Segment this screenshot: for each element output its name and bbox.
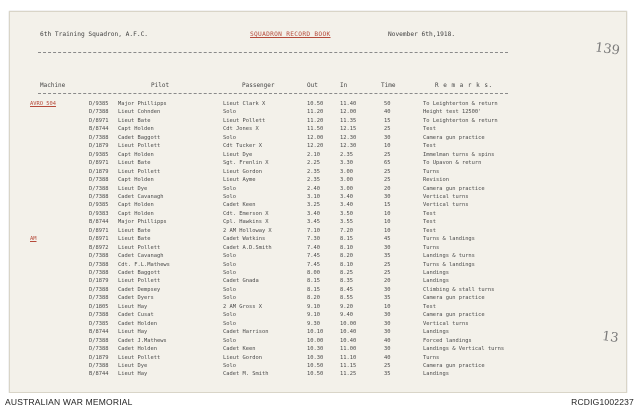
row-out: 3.10	[307, 193, 320, 200]
row-machine: D/8971	[89, 236, 109, 243]
row-time: 65	[384, 160, 391, 167]
row-in: 10.40	[340, 337, 357, 344]
col-passenger: Passenger	[242, 82, 275, 89]
row-out: 11.20	[307, 117, 324, 124]
row-machine: B/8972	[89, 244, 109, 251]
row-passenger: 2 AM Gross X	[223, 303, 262, 310]
row-remarks: Vertical turns	[423, 202, 469, 209]
column-header-rule	[38, 93, 508, 94]
row-time: 40	[384, 354, 391, 361]
row-machine: D/1879	[89, 168, 109, 175]
row-time: 30	[384, 329, 391, 336]
row-in: 9.40	[340, 312, 353, 319]
row-time: 25	[384, 270, 391, 276]
row-remarks: Camera gun practice	[423, 134, 485, 141]
row-passenger: Cdt Jones X	[223, 126, 259, 133]
row-remarks: Turns & landings	[423, 261, 475, 268]
col-out: Out	[307, 82, 318, 89]
table-row	[10, 219, 626, 226]
table-row	[10, 194, 626, 201]
row-passenger: Sgt. Frenlin X	[223, 160, 269, 167]
row-machine: D/8971	[89, 160, 109, 167]
row-time: 10	[384, 227, 391, 234]
table-row	[10, 211, 626, 218]
row-pilot: Lieut Pollett	[118, 354, 161, 361]
row-in: 3.00	[340, 185, 353, 192]
row-time: 15	[384, 202, 391, 209]
row-passenger: Solo	[223, 286, 236, 293]
table-row	[10, 278, 626, 285]
table-row	[10, 101, 626, 108]
table-row	[10, 135, 626, 142]
row-passenger: Cadet M. Smith	[223, 371, 269, 378]
row-passenger: Lieut Gordon	[223, 354, 262, 361]
row-time: 10	[384, 210, 391, 217]
row-pilot: Lieut Bate	[118, 227, 151, 234]
row-pilot: Cadet Holden	[118, 346, 157, 353]
row-passenger: Lieut Ayme	[223, 177, 256, 184]
row-out: 2.35	[307, 177, 320, 184]
row-machine: D/7388	[89, 295, 109, 302]
row-in: 10.00	[340, 320, 357, 327]
row-passenger: Cdt. Emerson X	[223, 210, 269, 217]
row-time: 20	[384, 278, 391, 285]
row-machine: B/8744	[89, 371, 109, 378]
row-remarks: Camera gun practice	[423, 295, 485, 302]
row-time: 20	[384, 185, 391, 192]
row-out: 7.10	[307, 227, 320, 234]
row-passenger: Solo	[223, 253, 236, 260]
row-out: 10.30	[307, 354, 324, 361]
row-remarks: Camera gun practice	[423, 362, 485, 369]
row-remarks: Turns & landings	[423, 236, 475, 243]
row-pilot: Capt Holden	[118, 151, 154, 158]
table-row	[10, 329, 626, 336]
row-machine: D/7388	[89, 270, 109, 276]
row-pilot: Cadet Dempsey	[118, 286, 161, 293]
row-remarks: Turns	[423, 244, 440, 251]
row-passenger: Cadet Keen	[223, 202, 256, 209]
footer-institution: AUSTRALIAN WAR MEMORIAL	[5, 397, 133, 407]
row-pilot: Cadet Cavanagh	[118, 253, 164, 260]
page-number-top: 139	[594, 40, 621, 59]
row-pilot: Cadet Cusat	[118, 312, 154, 319]
row-out: 9.10	[307, 303, 320, 310]
row-passenger: Solo	[223, 337, 236, 344]
row-machine: D/9385	[89, 101, 109, 107]
row-remarks: Test	[423, 303, 436, 310]
row-section: AVRO 504	[30, 101, 56, 107]
row-time: 30	[384, 134, 391, 141]
table-row	[10, 253, 626, 260]
row-time: 35	[384, 371, 391, 378]
row-out: 10.30	[307, 346, 324, 353]
row-remarks: Turns	[423, 168, 440, 175]
row-passenger: Solo	[223, 295, 236, 302]
table-row	[10, 186, 626, 193]
row-pilot: Capt Holden	[118, 210, 154, 217]
row-in: 11.15	[340, 362, 357, 369]
row-in: 3.55	[340, 219, 353, 226]
row-time: 15	[384, 117, 391, 124]
header-rule	[38, 52, 508, 53]
row-time: 10	[384, 303, 391, 310]
row-pilot: Lieut Dye	[118, 185, 148, 192]
row-pilot: Cadet Dyers	[118, 295, 154, 302]
row-time: 10	[384, 219, 391, 226]
table-row	[10, 177, 626, 184]
row-pilot: Cadet Cavanagh	[118, 193, 164, 200]
archive-footer	[0, 393, 640, 411]
page-number-bottom: 13	[601, 328, 620, 347]
row-pilot: Cadet Baggott	[118, 134, 161, 141]
row-time: 45	[384, 236, 391, 243]
table-row	[10, 160, 626, 167]
row-pilot: Lieut Hay	[118, 329, 148, 336]
row-in: 2.35	[340, 151, 353, 158]
row-in: 3.00	[340, 177, 353, 184]
row-machine: D/7388	[89, 185, 109, 192]
document-page	[9, 11, 627, 393]
row-out: 2.40	[307, 185, 320, 192]
row-remarks: Vertical turns	[423, 320, 469, 327]
row-time: 25	[384, 261, 391, 268]
row-remarks: Camera gun practice	[423, 185, 485, 192]
row-remarks: Turns	[423, 354, 440, 361]
row-machine: D/9385	[89, 202, 109, 209]
row-pilot: Lieut Dye	[118, 362, 148, 369]
row-pilot: Capt Holden	[118, 126, 154, 133]
row-in: 11.00	[340, 346, 357, 353]
row-out: 9.30	[307, 320, 320, 327]
document-title: SQUADRON RECORD BOOK	[250, 31, 331, 38]
table-row	[10, 363, 626, 370]
row-in: 10.40	[340, 329, 357, 336]
row-out: 7.40	[307, 244, 320, 251]
row-out: 10.50	[307, 362, 324, 369]
row-remarks: Test	[423, 227, 436, 234]
document-date: November 6th,1918.	[388, 31, 456, 38]
row-in: 3.40	[340, 193, 353, 200]
row-pilot: Major Phillipps	[118, 101, 167, 107]
row-machine: D/7388	[89, 312, 109, 319]
table-row	[10, 287, 626, 294]
row-time: 35	[384, 295, 391, 302]
row-machine: D/7388	[89, 337, 109, 344]
table-row	[10, 312, 626, 319]
row-passenger: Cadet Keen	[223, 346, 256, 353]
row-time: 30	[384, 244, 391, 251]
row-in: 11.10	[340, 354, 357, 361]
row-machine: D/7388	[89, 134, 109, 141]
row-out: 11.50	[307, 126, 324, 133]
row-passenger: Solo	[223, 109, 236, 116]
row-remarks: Immelman turns & spins	[423, 151, 495, 158]
row-in: 8.25	[340, 270, 353, 276]
row-time: 30	[384, 312, 391, 319]
row-remarks: Test	[423, 143, 436, 150]
row-in: 9.20	[340, 303, 353, 310]
table-row	[10, 118, 626, 125]
row-in: 8.45	[340, 286, 353, 293]
row-remarks: Vertical turns	[423, 193, 469, 200]
row-out: 7.45	[307, 261, 320, 268]
row-in: 8.10	[340, 244, 353, 251]
row-machine: D/7388	[89, 177, 109, 184]
table-row	[10, 371, 626, 378]
row-out: 8.15	[307, 286, 320, 293]
footer-reference: RCDIG1002237	[571, 397, 634, 407]
row-out: 10.00	[307, 337, 324, 344]
row-remarks: Landings	[423, 278, 449, 285]
row-passenger: Solo	[223, 312, 236, 319]
row-time: 35	[384, 253, 391, 260]
row-in: 3.30	[340, 160, 353, 167]
table-row	[10, 169, 626, 176]
row-pilot: Lieut Bate	[118, 160, 151, 167]
row-pilot: Lieut Pollett	[118, 143, 161, 150]
table-row	[10, 304, 626, 311]
row-in: 12.30	[340, 134, 357, 141]
row-time: 10	[384, 143, 391, 150]
row-remarks: Landings & Vertical turns	[423, 346, 505, 353]
row-out: 2.25	[307, 160, 320, 167]
row-out: 10.50	[307, 371, 324, 378]
row-passenger: Cadet Watkins	[223, 236, 266, 243]
table-row	[10, 262, 626, 269]
row-passenger: Solo	[223, 320, 236, 327]
row-pilot: Lieut Pollett	[118, 278, 161, 285]
row-time: 25	[384, 362, 391, 369]
row-pilot: Major Phillipps	[118, 219, 167, 226]
row-passenger: Cadet Gnada	[223, 278, 259, 285]
row-pilot: Capt Holden	[118, 177, 154, 184]
row-out: 9.10	[307, 312, 320, 319]
row-in: 12.15	[340, 126, 357, 133]
row-machine: D/7388	[89, 346, 109, 353]
row-out: 2.10	[307, 151, 320, 158]
row-machine: B/8744	[89, 219, 109, 226]
row-pilot: Capt Holden	[118, 202, 154, 209]
row-machine: D/8971	[89, 117, 109, 124]
row-machine: D/8971	[89, 227, 109, 234]
row-passenger: Lieut Clark X	[223, 101, 266, 107]
row-remarks: Test	[423, 126, 436, 133]
row-in: 11.35	[340, 117, 357, 124]
row-section: AM	[30, 236, 37, 243]
row-time: 25	[384, 168, 391, 175]
row-time: 50	[384, 101, 391, 107]
row-pilot: Lieut Pollett	[118, 244, 161, 251]
row-in: 8.35	[340, 278, 353, 285]
col-in: In	[340, 82, 348, 89]
row-in: 8.20	[340, 253, 353, 260]
row-remarks: Camera gun practice	[423, 312, 485, 319]
row-out: 3.40	[307, 210, 320, 217]
squadron-name: 6th Training Squadron, A.F.C.	[40, 31, 149, 38]
row-out: 12.00	[307, 134, 324, 141]
row-passenger: 2 AM Holloway X	[223, 227, 272, 234]
row-machine: D/7388	[89, 193, 109, 200]
row-passenger: Cdt Tucker X	[223, 143, 262, 150]
row-machine: D/9385	[89, 151, 109, 158]
row-out: 7.30	[307, 236, 320, 243]
row-passenger: Cadet A.D.Smith	[223, 244, 272, 251]
row-pilot: Cadet J.Mathews	[118, 337, 167, 344]
row-pilot: Lieut Hay	[118, 303, 148, 310]
row-machine: D/1879	[89, 354, 109, 361]
row-time: 30	[384, 193, 391, 200]
row-remarks: Landings	[423, 371, 449, 378]
row-in: 8.10	[340, 261, 353, 268]
row-remarks: Landings	[423, 270, 449, 276]
row-pilot: Cadet Baggott	[118, 270, 161, 276]
row-out: 7.45	[307, 253, 320, 260]
table-row	[10, 355, 626, 362]
row-out: 12.20	[307, 143, 324, 150]
table-row	[10, 109, 626, 116]
row-remarks: Forced landings	[423, 337, 472, 344]
row-remarks: To Upavon & return	[423, 160, 482, 167]
row-passenger: Solo	[223, 270, 236, 276]
table-row	[10, 152, 626, 159]
table-row	[10, 295, 626, 302]
row-pilot: Cdt. F.L.Mathews	[118, 261, 170, 268]
table-row	[10, 245, 626, 252]
row-time: 40	[384, 109, 391, 116]
row-time: 25	[384, 126, 391, 133]
row-machine: D/7388	[89, 362, 109, 369]
row-remarks: Test	[423, 210, 436, 217]
row-out: 10.10	[307, 329, 324, 336]
row-machine: D/7388	[89, 253, 109, 260]
col-pilot: Pilot	[151, 82, 170, 89]
table-row	[10, 228, 626, 235]
row-remarks: To Leighterton & return	[423, 101, 498, 107]
row-machine: D/7388	[89, 109, 109, 116]
row-machine: D/9383	[89, 210, 109, 217]
table-row	[10, 321, 626, 328]
col-time: Time	[381, 82, 396, 89]
row-out: 3.25	[307, 202, 320, 209]
row-in: 8.55	[340, 295, 353, 302]
row-passenger: Lieut Dye	[223, 151, 253, 158]
col-remarks: R e m a r k s.	[435, 82, 493, 89]
row-machine: D/1879	[89, 143, 109, 150]
row-time: 25	[384, 177, 391, 184]
table-row	[10, 143, 626, 150]
row-pilot: Lieut Cohnden	[118, 109, 161, 116]
row-time: 40	[384, 337, 391, 344]
table-row	[10, 338, 626, 345]
row-in: 12.30	[340, 143, 357, 150]
row-machine: B/8744	[89, 329, 109, 336]
table-row	[10, 346, 626, 353]
table-row	[10, 202, 626, 209]
row-out: 3.45	[307, 219, 320, 226]
row-out: 8.15	[307, 278, 320, 285]
row-out: 8.00	[307, 270, 320, 276]
table-row	[10, 126, 626, 133]
row-remarks: Height test 12500'	[423, 109, 482, 116]
table-row	[10, 270, 626, 277]
row-passenger: Cadet Harrison	[223, 329, 269, 336]
row-machine: D/1879	[89, 278, 109, 285]
row-out: 10.50	[307, 101, 324, 107]
row-in: 7.20	[340, 227, 353, 234]
row-out: 2.35	[307, 168, 320, 175]
row-pilot: Cadet Holden	[118, 320, 157, 327]
row-in: 12.00	[340, 109, 357, 116]
row-passenger: Solo	[223, 134, 236, 141]
row-out: 11.20	[307, 109, 324, 116]
row-in: 11.25	[340, 371, 357, 378]
row-time: 30	[384, 346, 391, 353]
row-time: 30	[384, 320, 391, 327]
row-pilot: Lieut Pollett	[118, 168, 161, 175]
row-in: 11.40	[340, 101, 357, 107]
row-passenger: Lieut Pollett	[223, 117, 266, 124]
row-pilot: Lieut Bate	[118, 117, 151, 124]
row-pilot: Lieut Bate	[118, 236, 151, 243]
row-passenger: Solo	[223, 261, 236, 268]
row-remarks: Test	[423, 219, 436, 226]
row-remarks: Climbing & stall turns	[423, 286, 495, 293]
row-in: 3.00	[340, 168, 353, 175]
col-machine: Machine	[40, 82, 66, 89]
row-passenger: Lieut Gordon	[223, 168, 262, 175]
row-remarks: Landings & turns	[423, 253, 475, 260]
row-machine: D/7388	[89, 261, 109, 268]
row-remarks: To Leighterton & return	[423, 117, 498, 124]
row-in: 3.40	[340, 202, 353, 209]
table-row	[10, 236, 626, 243]
row-in: 8.15	[340, 236, 353, 243]
row-time: 30	[384, 286, 391, 293]
row-passenger: Solo	[223, 362, 236, 369]
row-passenger: Cpl. Hawkins X	[223, 219, 269, 226]
row-machine: D/7385	[89, 320, 109, 327]
row-in: 3.50	[340, 210, 353, 217]
row-machine: D/7388	[89, 286, 109, 293]
row-out: 8.20	[307, 295, 320, 302]
row-time: 25	[384, 151, 391, 158]
row-machine: D/1805	[89, 303, 109, 310]
row-remarks: Revision	[423, 177, 449, 184]
row-machine: B/8744	[89, 126, 109, 133]
row-passenger: Solo	[223, 185, 236, 192]
row-remarks: Landings	[423, 329, 449, 336]
row-passenger: Solo	[223, 193, 236, 200]
row-pilot: Lieut Hay	[118, 371, 148, 378]
